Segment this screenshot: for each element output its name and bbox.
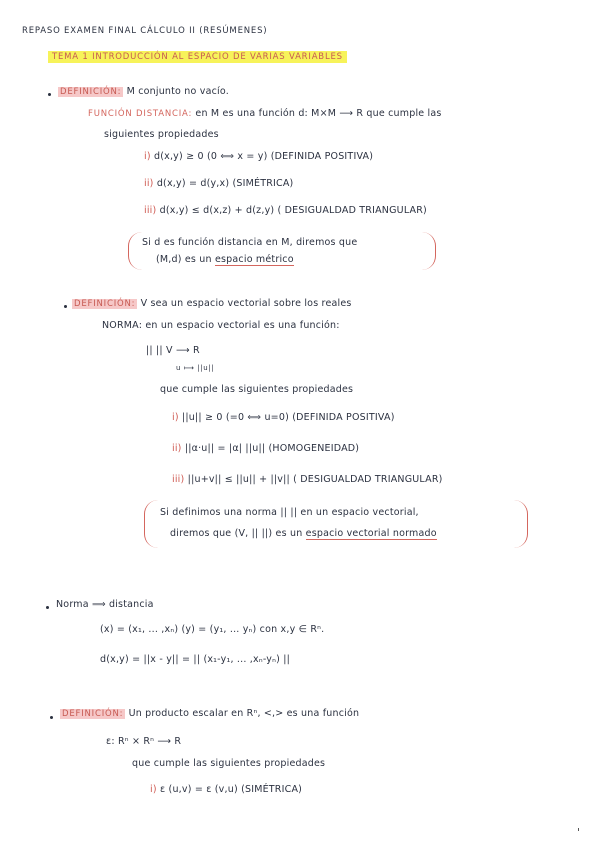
def1-tag: DEFINICIÓN:	[60, 87, 122, 97]
def2-text: V sea un espacio vectorial sobre los reales	[140, 298, 352, 309]
def2-prop3	[172, 474, 443, 485]
def2-line2: NORMA: en un espacio vectorial es una función:	[102, 320, 340, 331]
bullet	[48, 93, 51, 96]
prop-text: ||u+v|| ≤ ||u|| + ||v|| ( DESIGUALDAD TRIANGULAR)	[187, 474, 443, 485]
def3-text: Un producto escalar en Rⁿ, <,> es una función	[128, 708, 360, 719]
def3-line2: que cumple las siguientes propiedades	[132, 758, 326, 769]
page-header: REPASO EXAMEN FINAL CÁLCULO II (RESÚMENES)	[22, 26, 268, 36]
prop-text: d(x,y) = d(y,x) (SIMÉTRICA)	[156, 178, 294, 189]
def1-text: M conjunto no vacío.	[126, 86, 229, 97]
prop-number: iii)	[172, 474, 185, 485]
def1-prop1	[144, 151, 373, 162]
prop-number: i)	[172, 412, 179, 423]
def2-prop1	[172, 412, 395, 423]
def2-note2-term: espacio vectorial normado	[305, 528, 437, 539]
def1-line2	[88, 108, 442, 119]
prop-number: iii)	[144, 205, 157, 216]
page-mark	[578, 828, 579, 831]
norma-line1: (x) = (x₁, ... ,xₙ) (y) = (y₁, ... yₙ) con x,y ∈ Rⁿ.	[100, 624, 325, 635]
prop-text: ||α·u|| = |α| ||u|| (HOMOGENEIDAD)	[184, 443, 360, 454]
def2-note2	[170, 528, 437, 539]
prop-text: ε (u,v) = ε (v,u) (SIMÉTRICA)	[159, 784, 303, 795]
def1-prop3	[144, 205, 427, 216]
def2-line3: que cumple las siguientes propiedades	[160, 384, 354, 395]
prop-text: d(x,y) ≤ d(x,z) + d(z,y) ( DESIGUALDAD TRIANGULAR)	[159, 205, 427, 216]
norma-line2: d(x,y) = ||x - y|| = || (x₁-y₁, ... ,xₙ-yₙ) ||	[100, 654, 291, 665]
def1-note2-text: (M,d) es un	[156, 254, 212, 265]
def1-line	[58, 86, 229, 97]
topic-title	[48, 52, 347, 62]
prop-text: d(x,y) ≥ 0 (0 ⟺ x = y) (DEFINIDA POSITIVA)	[153, 151, 374, 162]
norma-title: Norma ⟹ distancia	[56, 599, 154, 610]
bullet	[64, 305, 67, 308]
def2-line	[72, 298, 352, 309]
prop-number: ii)	[144, 178, 154, 189]
prop-text: ||u|| ≥ 0 (=0 ⟺ u=0) (DEFINIDA POSITIVA)	[181, 412, 395, 423]
def3-line	[60, 708, 359, 719]
def1-prop2	[144, 178, 293, 189]
def2-map2: u ⟼ ||u||	[176, 364, 215, 372]
def3-tag: DEFINICIÓN:	[62, 709, 124, 719]
def1-line2-text: en M es una función d: M×M ⟶ R que cumple las	[195, 108, 442, 119]
def3-map: ε: Rⁿ × Rⁿ ⟶ R	[106, 736, 182, 747]
prop-number: i)	[150, 784, 157, 795]
def1-note2-term: espacio métrico	[214, 254, 294, 265]
def2-tag: DEFINICIÓN:	[74, 299, 136, 309]
def3-prop1	[150, 784, 302, 795]
def2-map1: || || V ⟶ R	[146, 345, 200, 356]
def1-note1: Si d es función distancia en M, diremos que	[142, 237, 358, 248]
def2-note1: Si definimos una norma || || en un espacio vectorial,	[160, 507, 419, 518]
prop-number: i)	[144, 151, 151, 162]
def2-prop2	[172, 443, 359, 454]
prop-number: ii)	[172, 443, 182, 454]
bullet	[50, 716, 53, 719]
bullet	[46, 606, 49, 609]
def1-line2-label: FUNCIÓN DISTANCIA:	[88, 109, 193, 119]
def1-line3: siguientes propiedades	[104, 129, 219, 140]
def2-note2-text: diremos que (V, || ||) es un	[170, 528, 303, 539]
def1-note2	[156, 254, 294, 265]
topic-highlight: TEMA 1 INTRODUCCIÓN AL ESPACIO DE VARIAS VARIABLES	[48, 51, 347, 63]
